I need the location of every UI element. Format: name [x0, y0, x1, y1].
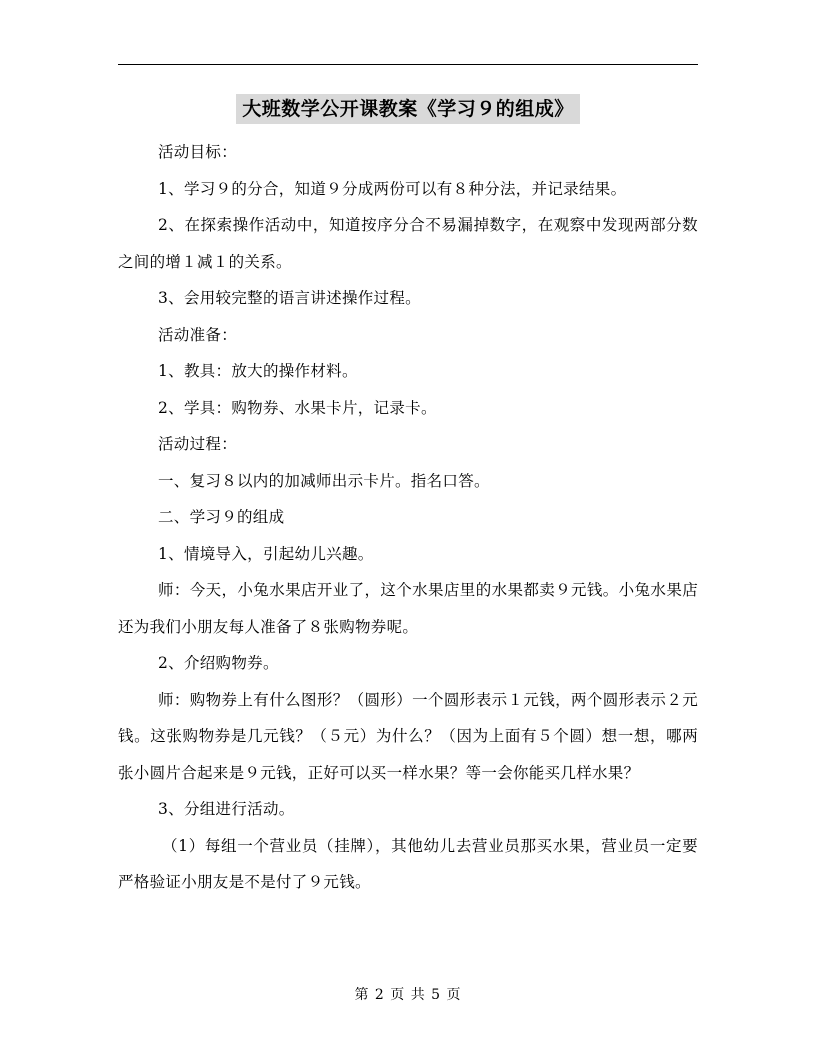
paragraph-12: 师：今天，小兔水果店开业了，这个水果店里的水果都卖９元钱。小兔水果店还为我们小朋友每人准备了８张购物券呢。 — [118, 581, 698, 636]
paragraph-7: 2、学具：购物券、水果卡片，记录卡。 — [158, 398, 437, 417]
paragraph-3: 2、在探索操作活动中，知道按序分合不易漏掉数字，在观察中发现两部分数之间的增１减１的关系。 — [118, 216, 698, 271]
paragraph-16: （1）每组一个营业员（挂牌），其他幼儿去营业员那买水果，营业员一定要严格验证小朋友是不是付了９元钱。 — [118, 836, 698, 891]
document-title: 大班数学公开课教案《学习９的组成》 — [236, 94, 580, 124]
page-footer — [0, 985, 816, 1005]
paragraph-5: 活动准备： — [158, 325, 238, 344]
paragraph-14: 师：购物券上有什么图形？（圆形）一个圆形表示１元钱，两个圆形表示２元钱。这张购物券是几元钱？（５元）为什么？（因为上面有５个圆）想一想，哪两张小圆片合起来是９元钱，正好可以买一样水果？等一会你能买几样水果？ — [118, 690, 698, 782]
paragraph-15: 3、分组进行活动。 — [158, 800, 295, 818]
paragraph-9: 一、复习８以内的加减师出示卡片。指名口答。 — [158, 471, 490, 490]
paragraph-4: 3、会用较完整的语言讲述操作过程。 — [158, 289, 421, 307]
document-title-container — [0, 94, 816, 126]
paragraph-11: 1、情境导入，引起幼儿兴趣。 — [158, 544, 374, 563]
document-body — [118, 134, 698, 901]
paragraph-8: 活动过程： — [158, 435, 238, 453]
paragraph-13: 2、介绍购物券。 — [158, 654, 279, 672]
header-rule — [118, 64, 698, 65]
paragraph-1: 活动目标： — [158, 143, 238, 161]
paragraph-6: 1、教具：放大的操作材料。 — [158, 362, 358, 380]
page-number-label: 第 2 页 共 5 页 — [354, 987, 462, 1003]
paragraph-10: 二、学习９的组成 — [158, 508, 285, 526]
paragraph-2: 1、学习９的分合，知道９分成两份可以有８种分法，并记录结果。 — [158, 179, 627, 198]
